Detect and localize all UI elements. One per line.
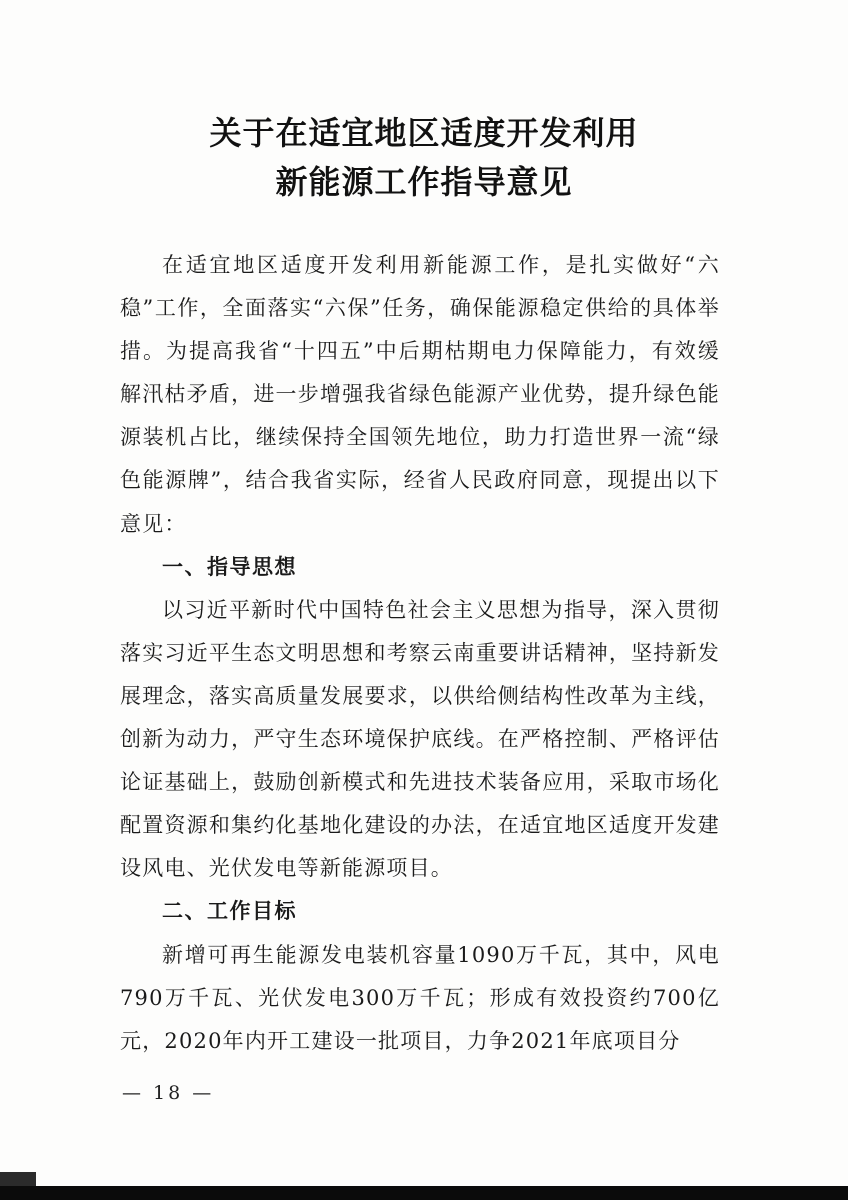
document-body bbox=[120, 244, 720, 1063]
section-heading-work-goals: 二、工作目标 bbox=[162, 899, 297, 924]
document-title-line-1: 关于在适宜地区适度开发利用 bbox=[209, 114, 639, 152]
intro-paragraph: 在适宜地区适度开发利用新能源工作，是扎实做好“六稳”工作，全面落实“六保”任务，确保能源稳定供给的具体举措。为提高我省“十四五”中后期枯期电力保障能力，有效缓解汛枯矛盾，进一步增强我省绿色能源产业优势，提升绿色能源装机占比，继续保持全国领先地位，助力打造世界一流“绿色能源牌”，结合我省实际，经省人民政府同意，现提出以下意见： bbox=[120, 253, 720, 536]
guiding-ideology-paragraph: 以习近平新时代中国特色社会主义思想为指导，深入贯彻落实习近平生态文明思想和考察云南重要讲话精神，坚持新发展理念，落实高质量发展要求，以供给侧结构性改革为主线，创新为动力，严守生态环境保护底线。在严格控制、严格评估论证基础上，鼓励创新模式和先进技术装备应用，采取市场化配置资源和集约化基地化建设的办法，在适宜地区适度开发建设风电、光伏发电等新能源项目。 bbox=[120, 597, 720, 881]
scan-bottom-border bbox=[0, 1186, 848, 1200]
document-title-line-2: 新能源工作指导意见 bbox=[275, 163, 573, 201]
section-heading-guiding-ideology: 一、指导思想 bbox=[162, 554, 297, 579]
work-goals-paragraph: 新增可再生能源发电装机容量1090万千瓦，其中，风电790万千瓦、光伏发电300万千瓦；形成有效投资约700亿元，2020年内开工建设一批项目，力争2021年底项目分 bbox=[120, 942, 720, 1053]
page-number: — 18 — bbox=[122, 1082, 215, 1104]
scan-edge-mark bbox=[0, 1172, 36, 1186]
